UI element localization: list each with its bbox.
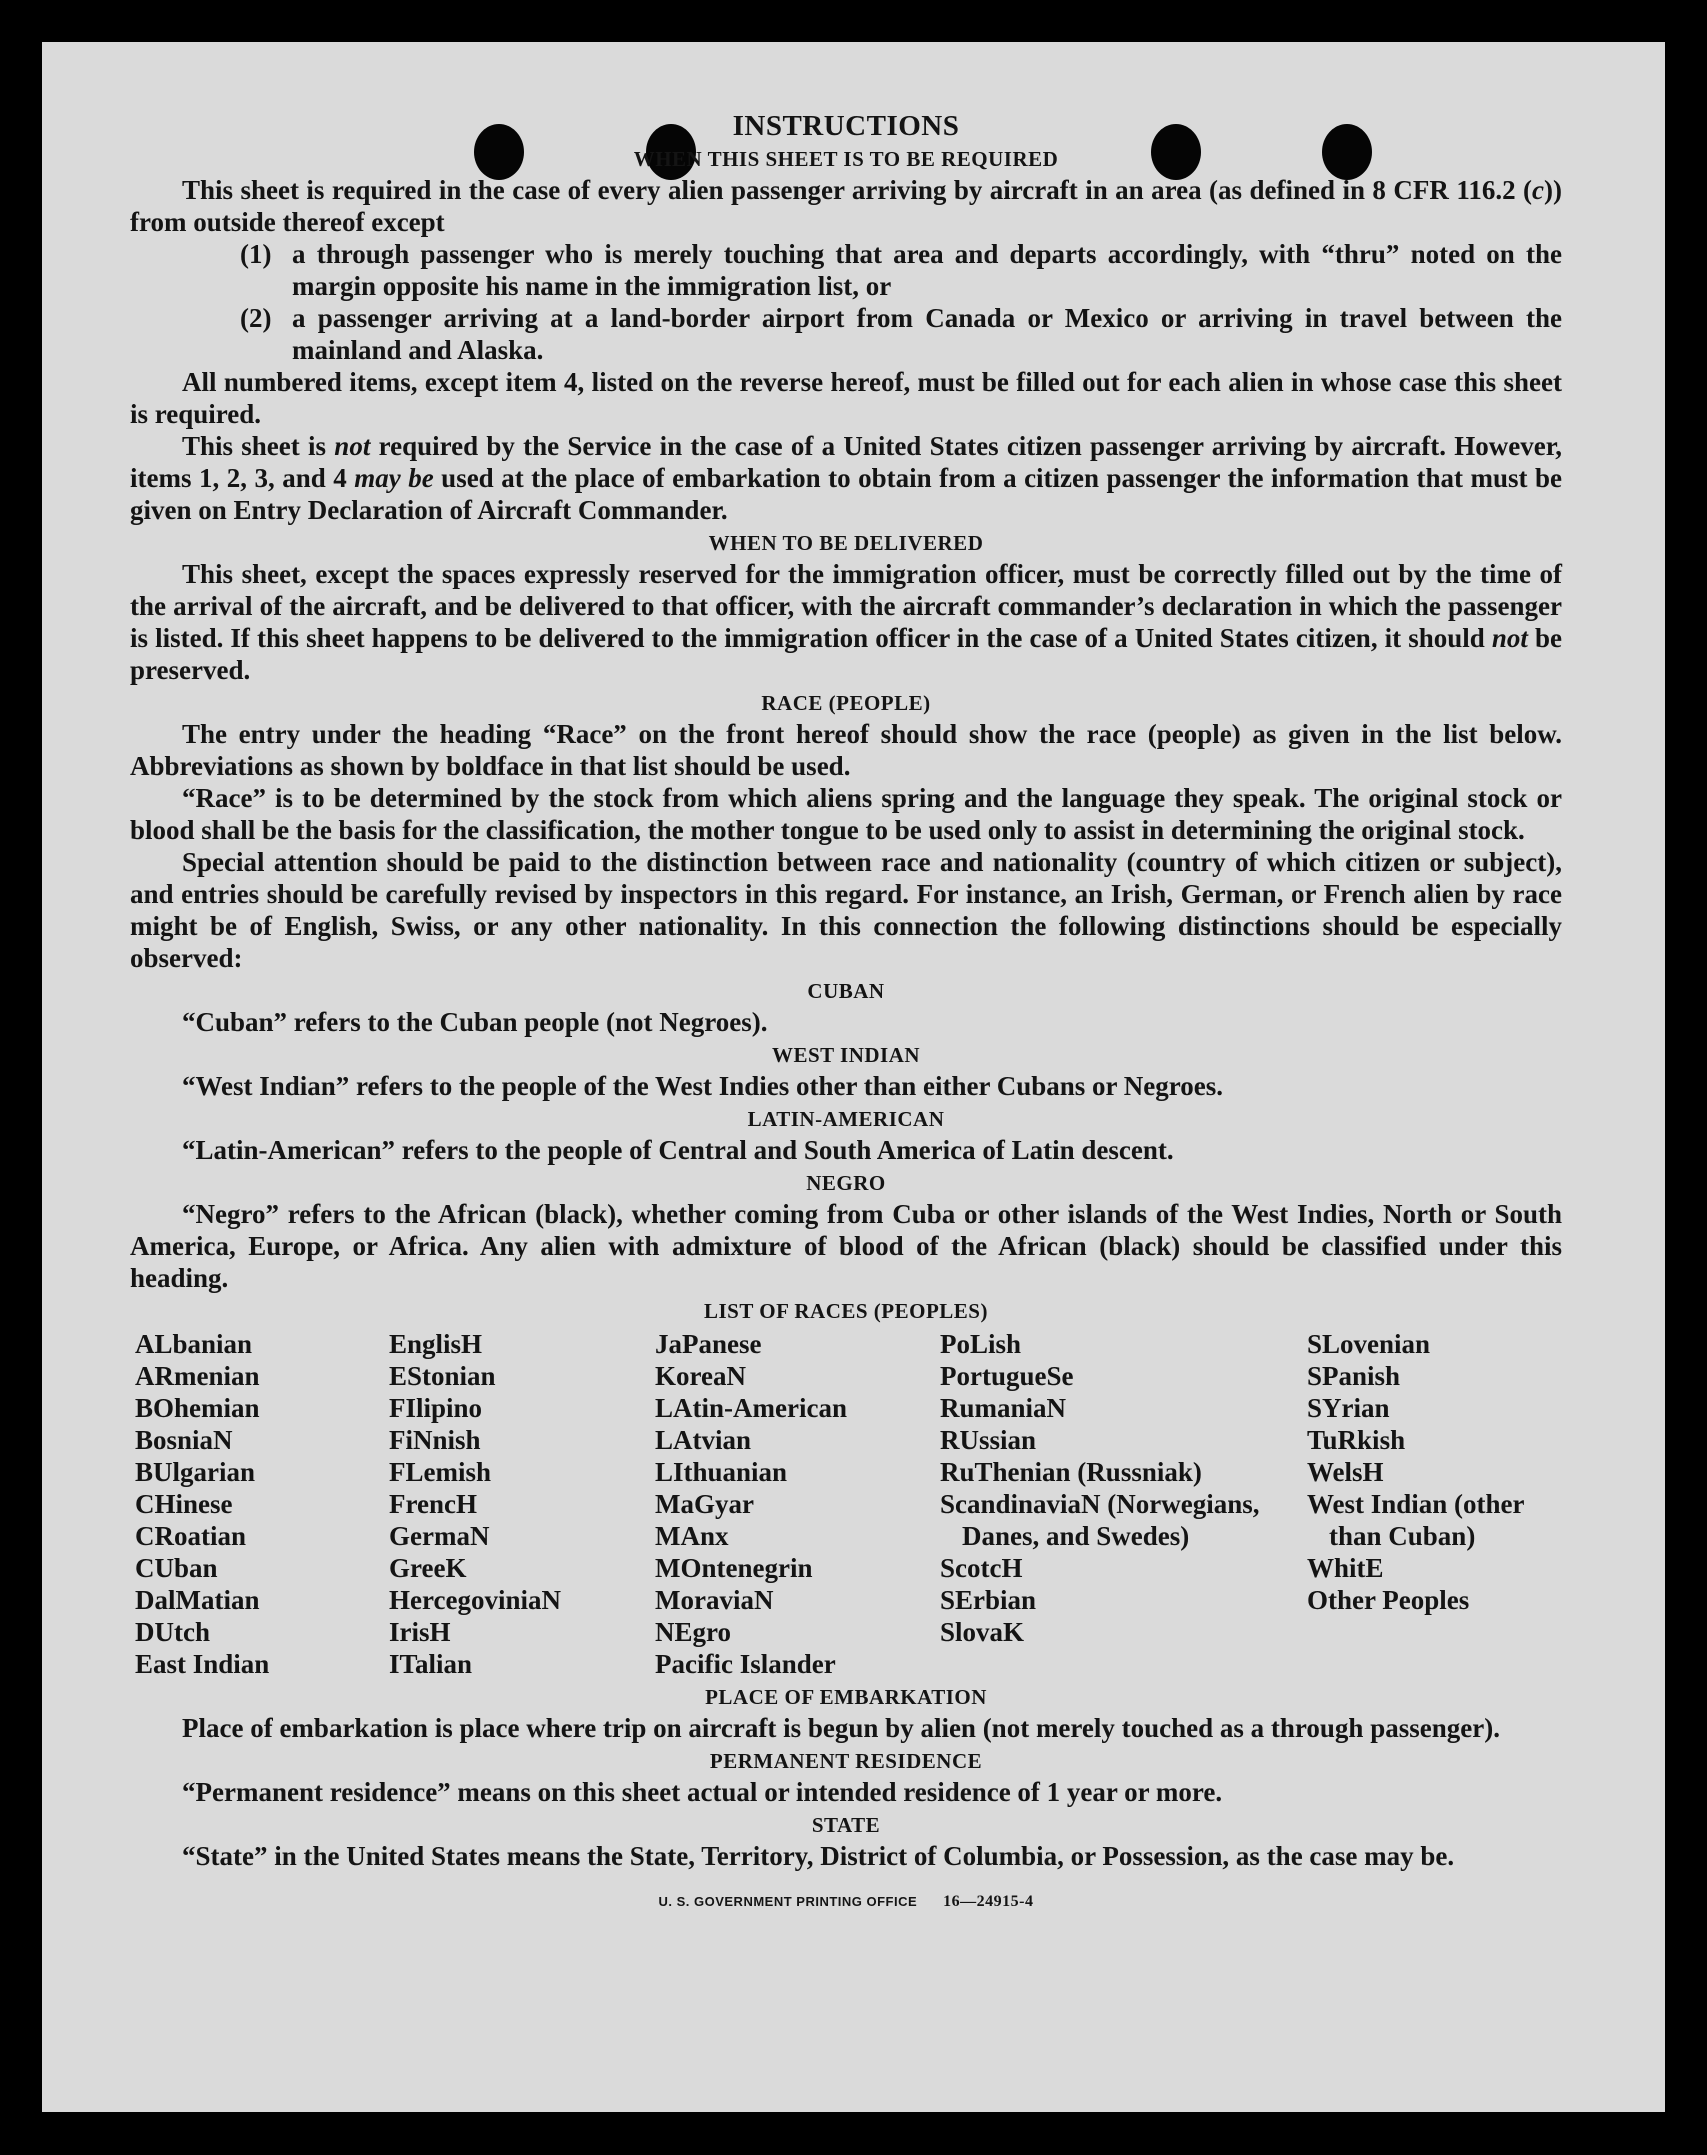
heading-latin-american: LATIN-AMERICAN [747, 1107, 945, 1131]
text-run: Place of embarkation is place where trip on aircraft is begun by alien (not merely touched as a through passenger). [182, 1713, 1500, 1743]
race-entry: PoLish [940, 1329, 1022, 1359]
race-entry: CRoatian [135, 1521, 247, 1551]
item-text: a through passenger who is merely touching that area and departs accordingly, with “thru” noted on the margin opposite his name in the immigration list, or [292, 239, 1562, 301]
race-entry: ARmenian [135, 1361, 260, 1391]
paragraph [130, 1070, 1562, 1102]
text-run: “State” in the United States means the State, Territory, District of Columbia, or Possession, as the case may be. [182, 1841, 1455, 1871]
page-title: INSTRUCTIONS [732, 110, 960, 142]
text-run: required by the Service in the case of a United States citizen passenger arriving by aircraft. However, items 1, 2, 3, and 4 [130, 431, 1562, 493]
italic-text: not [1491, 623, 1528, 653]
race-entry: SYrian [1307, 1393, 1390, 1423]
race-entry: DalMatian [135, 1585, 260, 1615]
races-column [940, 1328, 1307, 1680]
race-entry: CHinese [135, 1489, 233, 1519]
text-run: “Permanent residence” means on this sheet actual or intended residence of 1 year or more. [182, 1777, 1223, 1807]
instructions-content [130, 110, 1562, 1918]
heading-delivered: WHEN TO BE DELIVERED [708, 531, 984, 555]
races-column [655, 1328, 940, 1680]
races-list [135, 1328, 1562, 1680]
paragraph [130, 1006, 1562, 1038]
paragraph [130, 174, 1562, 238]
paragraph [130, 1198, 1562, 1294]
race-entry: WelsH [1307, 1457, 1384, 1487]
race-entry: RuThenian (Russniak) [940, 1457, 1202, 1487]
race-entry: BOhemian [135, 1393, 260, 1423]
race-entry: East Indian [135, 1649, 270, 1679]
race-entry: EStonian [389, 1361, 496, 1391]
heading-list-of-races: LIST OF RACES (PEOPLES) [704, 1299, 988, 1323]
italic-text: may be [354, 463, 434, 493]
race-entry: SLovenian [1307, 1329, 1431, 1359]
race-entry: FLemish [389, 1457, 492, 1487]
race-entry: MoraviaN [655, 1585, 774, 1615]
heading-state: STATE [811, 1813, 881, 1837]
race-entry: EnglisH [389, 1329, 483, 1359]
race-entry: LAtin-American [655, 1393, 847, 1423]
text-run: “Negro” refers to the African (black), whether coming from Cuba or other islands of the West Indies, North or South America, Europe, or Africa. Any alien with admixture of blood of the African (black) should be classified under this heading. [130, 1199, 1562, 1293]
race-entry: ScandinaviaN (Norwegians, Danes, and Swedes) [940, 1489, 1260, 1551]
text-run: be preserved. [130, 623, 1563, 685]
list-item [240, 238, 1562, 302]
text-run: The entry under the heading “Race” on the front hereof should show the race (people) as given in the list below. Abbreviations as shown by [130, 719, 1562, 781]
race-entry: NEgro [655, 1617, 732, 1647]
paragraph [130, 1712, 1562, 1744]
paragraph [130, 1134, 1562, 1166]
races-column [1307, 1328, 1567, 1680]
text-run: Special attention should be paid to the distinction between race and nationality (country of which citizen or subject), and entries should be carefully revised by inspectors in this regard. For instance, an Irish, German, or French alien by race might be of English, Swiss, or any other nationality. In this connection the following distinctions should be especially observed: [130, 847, 1562, 973]
printing-office: U. S. GOVERNMENT PRINTING OFFICE [658, 1894, 918, 1909]
heading-negro: NEGRO [806, 1171, 886, 1195]
race-entry: TuRkish [1307, 1425, 1406, 1455]
race-entry: ITalian [389, 1649, 473, 1679]
italic-text: not [334, 431, 371, 461]
race-entry: RumaniaN [940, 1393, 1067, 1423]
paragraph [130, 718, 1562, 782]
item-number: (1) [240, 239, 272, 269]
text-run: All numbered items, except item 4, listed on the reverse hereof, must be filled out for each alien in whose case this sheet is required. [130, 367, 1562, 429]
race-entry: West Indian (other than Cuban) [1307, 1489, 1525, 1551]
text-run: “Cuban” refers to the Cuban people (not Negroes). [182, 1007, 768, 1037]
text-run: This sheet is required in the case of every alien passenger arriving by aircraft in an area (as defined in 8 CFR 116.2 ( [182, 175, 1533, 205]
race-entry: MAnx [655, 1521, 729, 1551]
heading-cuban: CUBAN [807, 979, 885, 1003]
race-entry: SErbian [940, 1585, 1037, 1615]
heading-required: WHEN THIS SHEET IS TO BE REQUIRED [633, 147, 1059, 171]
races-column [135, 1328, 389, 1680]
paragraph [130, 782, 1562, 846]
race-entry: WhitE [1307, 1553, 1384, 1583]
race-entry: JaPanese [655, 1329, 762, 1359]
heading-west-indian: WEST INDIAN [771, 1043, 921, 1067]
heading-residence: PERMANENT RESIDENCE [709, 1749, 983, 1773]
text-run: )) from outside thereof except [130, 175, 1562, 237]
race-entry: KoreaN [655, 1361, 746, 1391]
race-entry: LIthuanian [655, 1457, 788, 1487]
race-entry: CUban [135, 1553, 218, 1583]
race-entry: HercegoviniaN [389, 1585, 561, 1615]
race-entry: ALbanian [135, 1329, 253, 1359]
paragraph [130, 1840, 1562, 1872]
paragraph [130, 846, 1562, 974]
heading-race: RACE (PEOPLE) [761, 691, 931, 715]
form-code: 16—24915-4 [943, 1893, 1034, 1910]
race-entry: BosniaN [135, 1425, 233, 1455]
race-entry: DUtch [135, 1617, 210, 1647]
text-run: used at the place of embarkation to obtain from a citizen passenger the information that must be given on Entry Declaration of Aircraft Commander. [130, 463, 1562, 525]
italic-text: c [1532, 175, 1545, 205]
document-page [42, 42, 1665, 2112]
race-entry: GreeK [389, 1553, 467, 1583]
race-entry: FiNnish [389, 1425, 481, 1455]
race-entry: SlovaK [940, 1617, 1025, 1647]
text-run: “West Indian” refers to the people of the West Indies other than either Cubans or Negroes. [182, 1071, 1224, 1101]
paragraph [130, 558, 1562, 686]
paragraph [130, 366, 1562, 430]
printer-imprint [130, 1886, 1562, 1918]
item-number: (2) [240, 303, 272, 333]
race-entry: FIlipino [389, 1393, 483, 1423]
race-entry: ScotcH [940, 1553, 1023, 1583]
race-entry: Other Peoples [1307, 1585, 1470, 1615]
race-entry: FrencH [389, 1489, 477, 1519]
text-run: “Race” is to be determined by the stock from which aliens spring and the language they speak. The original stock or blood shall be the basis for the classification, the mother tongue to be used only to assist in determining the original stock. [130, 783, 1562, 845]
text-run: “Latin-American” refers to the people of Central and South America of Latin descent. [182, 1135, 1174, 1165]
text-run: in that list should be used. [543, 751, 851, 781]
race-entry: RUssian [940, 1425, 1037, 1455]
paragraph [130, 430, 1562, 526]
race-entry: Pacific Islander [655, 1649, 836, 1679]
race-entry: LAtvian [655, 1425, 752, 1455]
heading-embarkation: PLACE OF EMBARKATION [705, 1685, 987, 1709]
text-run: This sheet, except the spaces expressly reserved for the immigration officer, must be correctly filled out by the time of the arrival of the aircraft, and be delivered to that officer, with the aircraft commander’s declaration in which the passenger is listed. If this sheet happens to be delivered to the immigration officer in the case of a United States citizen, it should [130, 559, 1562, 653]
list-item [240, 302, 1562, 366]
race-entry: IrisH [389, 1617, 451, 1647]
races-column [389, 1328, 655, 1680]
race-entry: PortugueSe [940, 1361, 1074, 1391]
paragraph [130, 1776, 1562, 1808]
race-entry: MOntenegrin [655, 1553, 813, 1583]
item-text: a passenger arriving at a land-border airport from Canada or Mexico or arriving in travel between the mainland and Alaska. [292, 303, 1562, 365]
race-entry: MaGyar [655, 1489, 754, 1519]
race-entry: GermaN [389, 1521, 490, 1551]
race-entry: SPanish [1307, 1361, 1401, 1391]
race-entry: BUlgarian [135, 1457, 256, 1487]
text-run: This sheet is [182, 431, 335, 461]
bold-text: boldface [446, 751, 544, 781]
